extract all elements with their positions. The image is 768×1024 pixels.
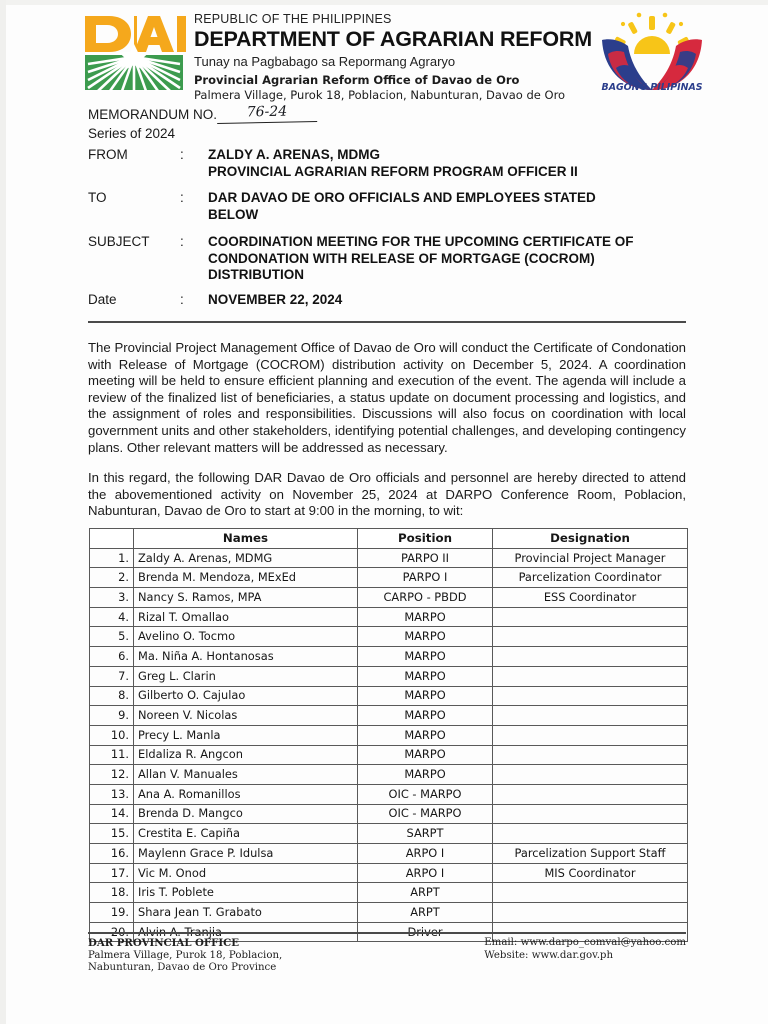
from-title: PROVINCIAL AGRARIAN REFORM PROGRAM OFFICER II <box>208 163 578 179</box>
cell-position: MARPO <box>358 627 493 647</box>
table-row <box>90 844 688 864</box>
cell-no: 20. <box>90 922 134 942</box>
cell-position: MARPO <box>358 706 493 726</box>
cell-no: 17. <box>90 863 134 883</box>
cell-no: 11. <box>90 745 134 765</box>
cell-name: Alvin A. Tranjia <box>134 922 358 942</box>
cell-position: MARPO <box>358 765 493 785</box>
cell-name: Ma. Niña A. Hontanosas <box>134 647 358 667</box>
scan-edge-top <box>0 0 768 5</box>
table-header-row <box>90 529 688 549</box>
cell-no: 18. <box>90 883 134 903</box>
footer-address-line-1: Palmera Village, Purok 18, Poblacion, <box>88 949 283 961</box>
footer-office-name: DAR PROVINCIAL OFFICE <box>88 937 240 949</box>
attendee-table-wrapper <box>89 528 687 942</box>
cell-position: ARPO I <box>358 863 493 883</box>
cell-name: Iris T. Poblete <box>134 883 358 903</box>
cell-name: Vic M. Onod <box>134 863 358 883</box>
memorandum-series: Series of 2024 <box>88 126 176 141</box>
th-names: Names <box>134 529 358 549</box>
table-row <box>90 804 688 824</box>
table-row <box>90 607 688 627</box>
to-label: TO <box>88 190 107 205</box>
cell-no: 2. <box>90 568 134 588</box>
table-row <box>90 588 688 608</box>
cell-position: OIC - MARPO <box>358 804 493 824</box>
cell-position: PARPO II <box>358 548 493 568</box>
cell-position: ARPO I <box>358 844 493 864</box>
from-colon: : <box>180 147 184 162</box>
cell-designation <box>493 647 688 667</box>
cell-no: 3. <box>90 588 134 608</box>
table-row <box>90 903 688 923</box>
cell-position: PARPO I <box>358 568 493 588</box>
attendee-table-body <box>90 548 688 942</box>
table-row <box>90 765 688 785</box>
cell-position: OIC - MARPO <box>358 784 493 804</box>
attendee-table <box>89 528 688 942</box>
cell-designation: Provincial Project Manager <box>493 548 688 568</box>
body-paragraph-1: The Provincial Project Management Office of Davao de Oro will conduct the Certificate of Condonation with Release of Mortgage (COCROM) distribution activity on December 5, 2024. A coordination meeting will be held to ensure efficient planning and execution of the event. The agenda will include a review of the finalized list of beneficiaries, a status update on document processing and logistics, and the assignment of roles and responsibilities. Discussions will also focus on coordination with local government units and other stakeholders, identifying potential challenges, and developing contingency plans. Other relevant matters will be addressed as necessary. <box>88 340 686 455</box>
cell-name: Ana A. Romanillos <box>134 784 358 804</box>
memorandum-number-block <box>88 104 317 142</box>
cell-no: 12. <box>90 765 134 785</box>
cell-name: Noreen V. Nicolas <box>134 706 358 726</box>
memorandum-number-label: MEMORANDUM NO. <box>88 107 217 122</box>
footer-email: Email: www.darpo_comval@yahoo.com <box>484 937 686 948</box>
cell-name: Greg L. Clarin <box>134 666 358 686</box>
cell-designation <box>493 607 688 627</box>
cell-name: Crestita E. Capiña <box>134 824 358 844</box>
cell-designation <box>493 686 688 706</box>
cell-position: MARPO <box>358 647 493 667</box>
cell-position: SARPT <box>358 824 493 844</box>
cell-designation <box>493 903 688 923</box>
footer-right <box>484 937 686 975</box>
cell-designation <box>493 666 688 686</box>
table-row <box>90 627 688 647</box>
table-row <box>90 863 688 883</box>
th-number <box>90 529 134 549</box>
cell-position: ARPT <box>358 903 493 923</box>
cell-no: 5. <box>90 627 134 647</box>
cell-designation <box>493 765 688 785</box>
letterhead <box>82 12 712 102</box>
cell-position: MARPO <box>358 745 493 765</box>
table-row <box>90 548 688 568</box>
subject-colon: : <box>180 234 184 249</box>
bagong-pilipinas-label: BAGONG PILIPINAS <box>601 82 703 93</box>
table-row <box>90 725 688 745</box>
memo-field-date <box>88 292 648 309</box>
cell-designation: Parcelization Support Staff <box>493 844 688 864</box>
cell-no: 7. <box>90 666 134 686</box>
cell-designation <box>493 725 688 745</box>
subject-label: SUBJECT <box>88 234 150 249</box>
table-row <box>90 824 688 844</box>
memo-field-from <box>88 147 648 180</box>
cell-designation <box>493 745 688 765</box>
cell-name: Allan V. Manuales <box>134 765 358 785</box>
cell-designation <box>493 824 688 844</box>
cell-designation <box>493 627 688 647</box>
letterhead-text <box>194 12 594 103</box>
memorandum-number-row <box>88 104 317 123</box>
th-position: Position <box>358 529 493 549</box>
cell-name: Brenda D. Mangco <box>134 804 358 824</box>
cell-position: Driver <box>358 922 493 942</box>
cell-no: 13. <box>90 784 134 804</box>
footer-divider <box>88 932 686 934</box>
memorandum-number-value[interactable]: 76-24 <box>217 103 317 124</box>
cell-designation <box>493 784 688 804</box>
th-designation: Designation <box>493 529 688 549</box>
dar-logo-icon <box>82 14 186 92</box>
cell-name: Rizal T. Omallao <box>134 607 358 627</box>
date-label: Date <box>88 292 117 307</box>
memo-field-to <box>88 190 648 223</box>
cell-name: Avelino O. Tocmo <box>134 627 358 647</box>
cell-name: Zaldy A. Arenas, MDMG <box>134 548 358 568</box>
table-row <box>90 686 688 706</box>
department-title: DEPARTMENT OF AGRARIAN REFORM <box>194 27 592 51</box>
table-row <box>90 666 688 686</box>
memo-field-subject <box>88 234 648 284</box>
office-address-line: Palmera Village, Purok 18, Poblacion, Nabunturan, Davao de Oro <box>194 88 566 102</box>
cell-no: 19. <box>90 903 134 923</box>
header-divider <box>88 321 686 323</box>
body-paragraph-2: In this regard, the following DAR Davao de Oro officials and personnel are hereby directed to attend the abovementioned activity on November 25, 2024 at DARPO Conference Room, Poblacion, Nabunturan, Davao de Oro to start at 9:00 in the morning, to wit: <box>88 470 686 519</box>
from-label: FROM <box>88 147 128 162</box>
cell-no: 9. <box>90 706 134 726</box>
cell-no: 14. <box>90 804 134 824</box>
cell-designation: Parcelization Coordinator <box>493 568 688 588</box>
tagline: Tunay na Pagbabago sa Repormang Agraryo <box>194 54 456 69</box>
bagong-pilipinas-logo-icon <box>594 12 710 94</box>
table-row <box>90 784 688 804</box>
cell-name: Gilberto O. Cajulao <box>134 686 358 706</box>
cell-no: 10. <box>90 725 134 745</box>
footer-left <box>88 937 282 975</box>
republic-line: REPUBLIC OF THE PHILIPPINES <box>194 12 392 26</box>
table-row <box>90 883 688 903</box>
cell-no: 16. <box>90 844 134 864</box>
provincial-office-line: Provincial Agrarian Reform Office of Davao de Oro <box>194 73 520 87</box>
footer-address-line-2: Nabunturan, Davao de Oro Province <box>88 962 277 974</box>
cell-name: Eldaliza R. Angcon <box>134 745 358 765</box>
cell-position: MARPO <box>358 725 493 745</box>
cell-no: 8. <box>90 686 134 706</box>
cell-position: MARPO <box>358 686 493 706</box>
cell-no: 4. <box>90 607 134 627</box>
cell-designation <box>493 804 688 824</box>
from-name: ZALDY A. ARENAS, MDMG <box>208 147 380 162</box>
cell-position: ARPT <box>358 883 493 903</box>
document-footer <box>88 937 686 975</box>
cell-position: CARPO - PBDD <box>358 588 493 608</box>
to-colon: : <box>180 190 184 205</box>
from-value <box>208 147 648 180</box>
attendee-table-head <box>90 529 688 549</box>
cell-name: Maylenn Grace P. Idulsa <box>134 844 358 864</box>
date-colon: : <box>180 292 184 307</box>
cell-name: Precy L. Manla <box>134 725 358 745</box>
table-row <box>90 745 688 765</box>
table-row <box>90 706 688 726</box>
table-row <box>90 647 688 667</box>
subject-value: COORDINATION MEETING FOR THE UPCOMING CERTIFICATE OF CONDONATION WITH RELEASE OF MORTGAGE (COCROM) DISTRIBUTION <box>208 234 634 282</box>
cell-designation: MIS Coordinator <box>493 863 688 883</box>
cell-name: Nancy S. Ramos, MPA <box>134 588 358 608</box>
cell-position: MARPO <box>358 666 493 686</box>
to-value: DAR DAVAO DE ORO OFFICIALS AND EMPLOYEES STATED BELOW <box>208 190 596 222</box>
table-row <box>90 568 688 588</box>
scan-edge-left <box>0 0 6 1024</box>
cell-no: 15. <box>90 824 134 844</box>
date-value: NOVEMBER 22, 2024 <box>208 292 343 307</box>
cell-designation <box>493 706 688 726</box>
cell-no: 6. <box>90 647 134 667</box>
cell-position: MARPO <box>358 607 493 627</box>
cell-name: Brenda M. Mendoza, MExEd <box>134 568 358 588</box>
cell-name: Shara Jean T. Grabato <box>134 903 358 923</box>
cell-designation <box>493 883 688 903</box>
footer-website: Website: www.dar.gov.ph <box>484 949 614 961</box>
cell-designation: ESS Coordinator <box>493 588 688 608</box>
cell-no: 1. <box>90 548 134 568</box>
